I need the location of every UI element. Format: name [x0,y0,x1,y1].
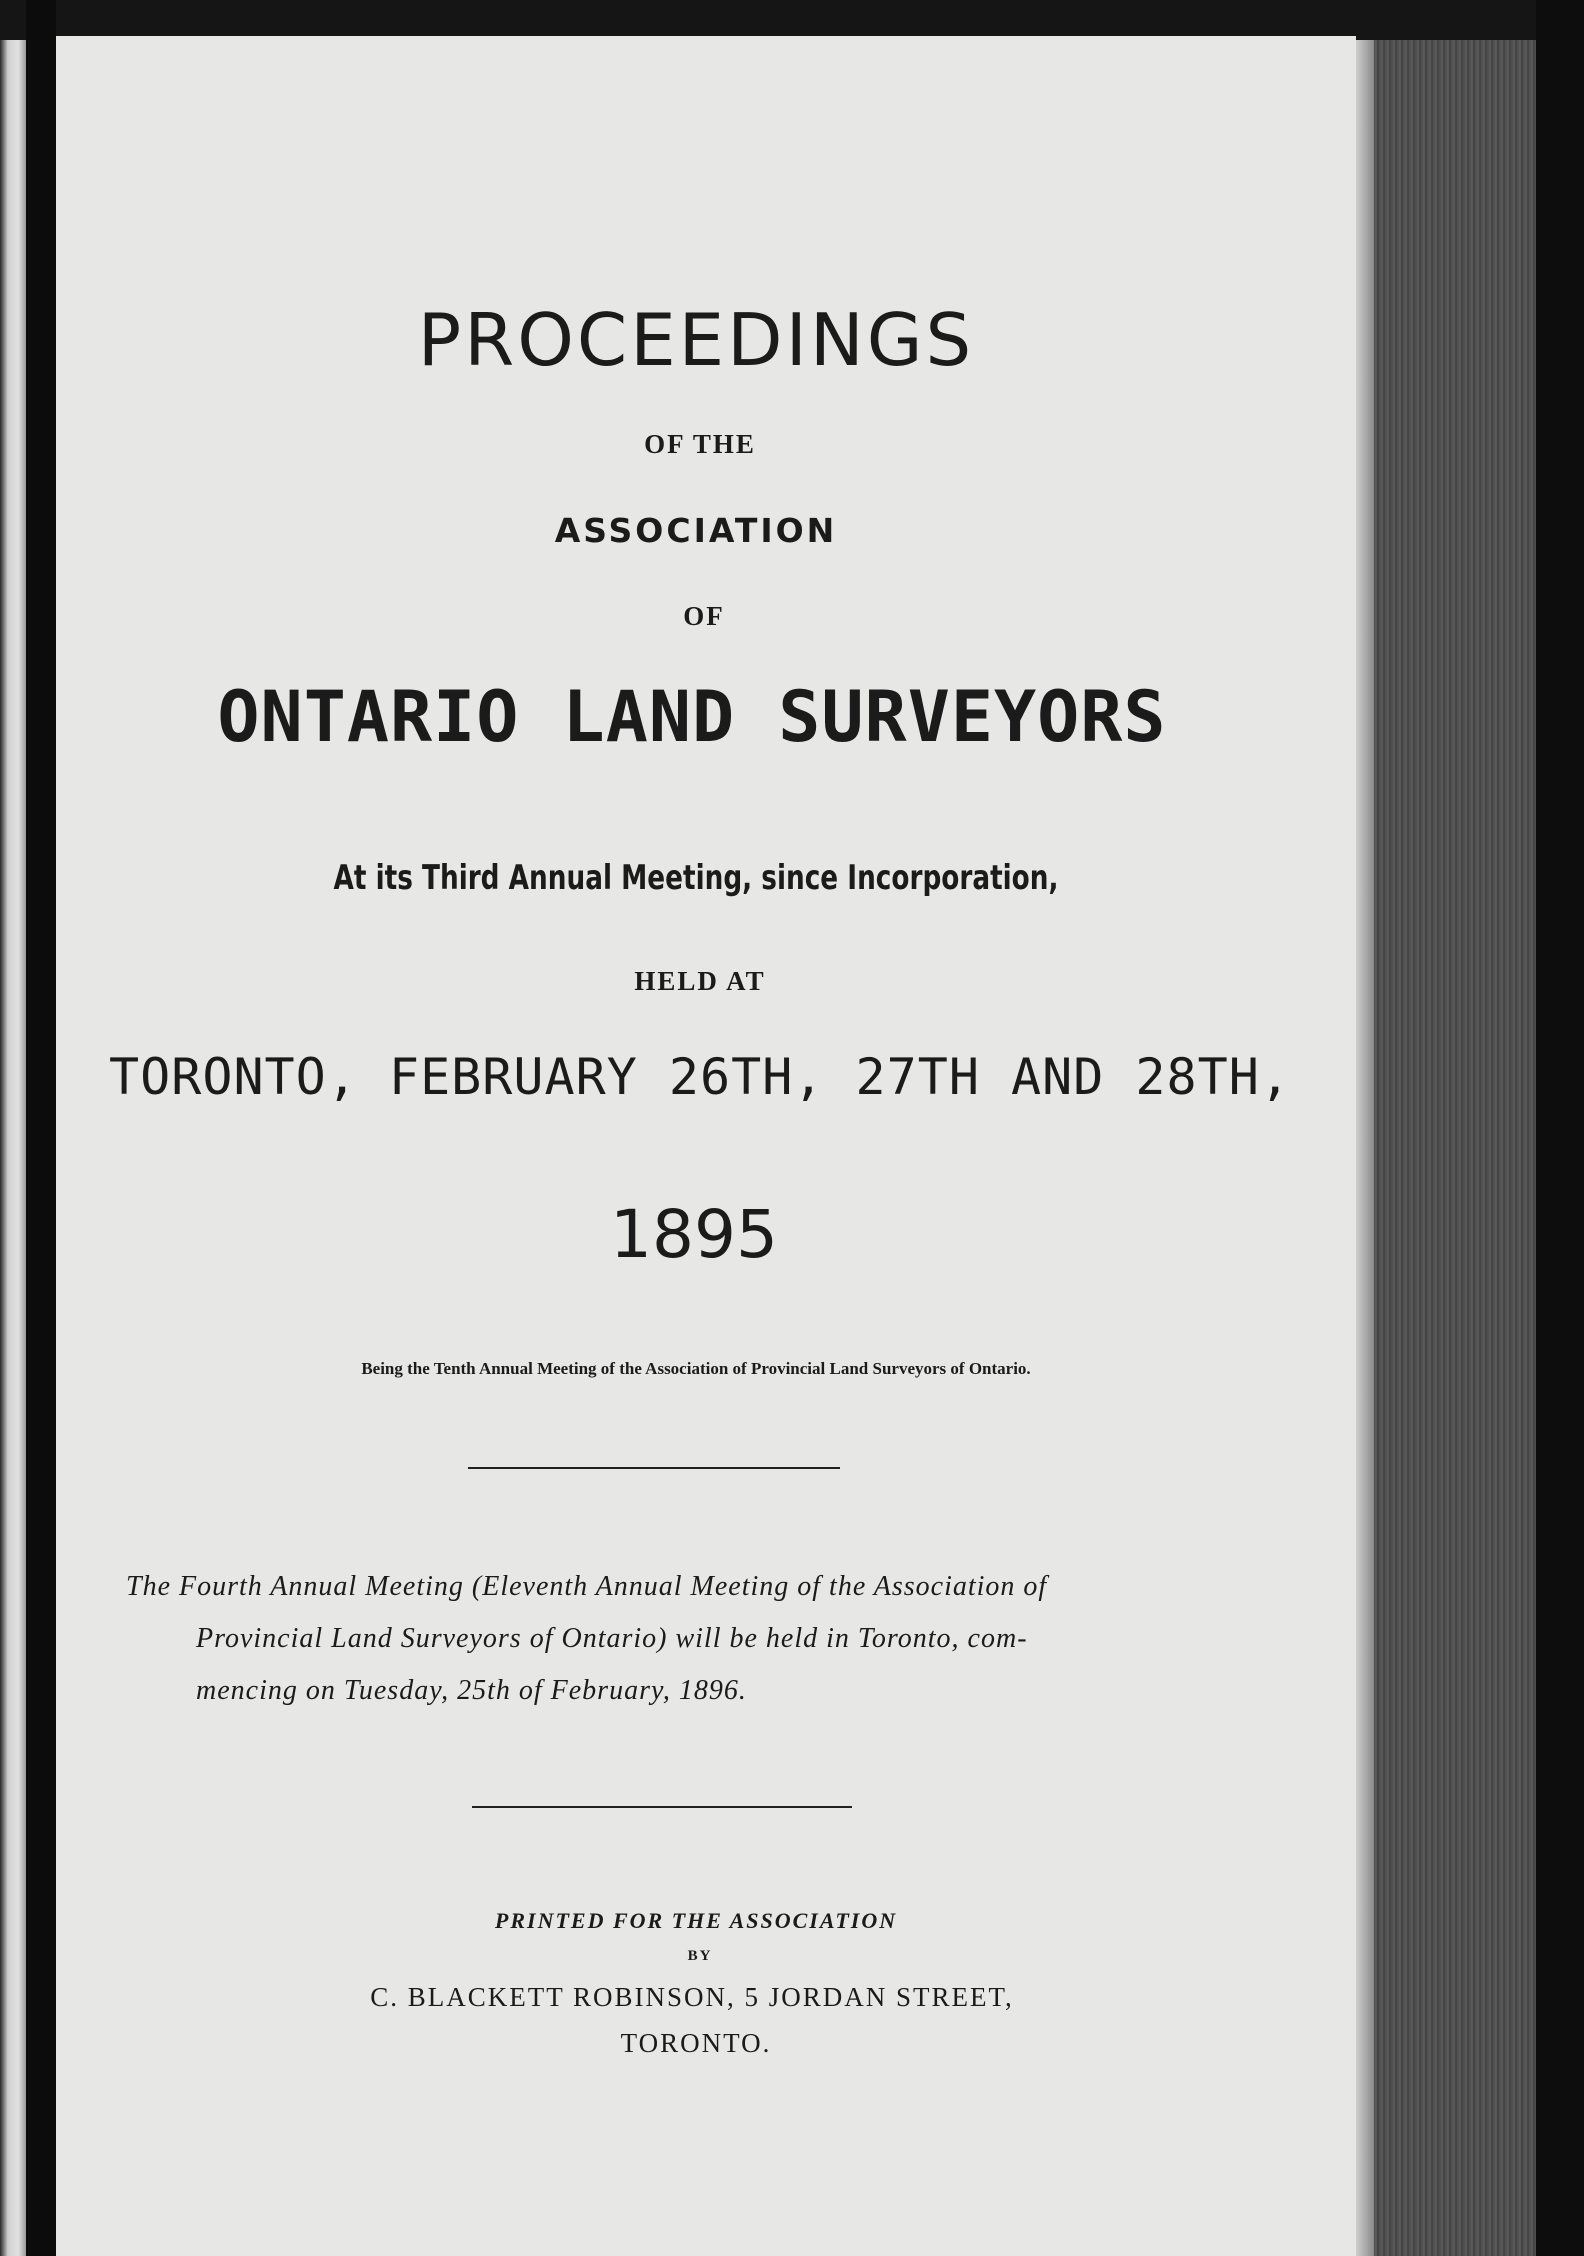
next-meeting-notice [126,1561,1256,1717]
divider-rule [472,1806,852,1808]
right-gutter [1536,0,1584,2256]
society-name: ONTARIO LAND SURVEYORS [217,676,1167,758]
meeting-dates: TORONTO, FEBRUARY 26TH, 27TH AND 28TH, [109,1048,1291,1106]
by-label: BY [687,1948,713,1964]
notice-line: mencing on Tuesday, 25th of February, 1896. [196,1675,747,1706]
page-edges [1356,40,1536,2256]
of-the-label: OF THE [644,429,756,459]
held-at-label: HELD AT [634,966,766,996]
association-label: ASSOCIATION [554,511,838,550]
printed-for-label: PRINTED FOR THE ASSOCIATION [494,1908,898,1933]
left-page-edge [0,40,26,2256]
of-label: OF [683,601,725,631]
meeting-description: At its Third Annual Meeting, since Incorporation, [333,858,1059,898]
page-edge-highlight [1356,40,1374,2256]
notice-line: The Fourth Annual Meeting (Eleventh Annual Meeting of the Association of [126,1571,1048,1602]
printer-name: C. BLACKETT ROBINSON, 5 JORDAN STREET, [370,1982,1014,2012]
page-title: PROCEEDINGS [417,298,975,382]
title-page [56,36,1356,2256]
meeting-year: 1895 [610,1196,778,1273]
divider-rule [468,1467,840,1469]
printer-city: TORONTO. [620,2028,772,2058]
tenth-meeting-note: Being the Tenth Annual Meeting of the Association of Provincial Land Surveyors of Ontario. [361,1359,1031,1378]
notice-line: Provincial Land Surveyors of Ontario) will be held in Toronto, com- [196,1623,1028,1654]
